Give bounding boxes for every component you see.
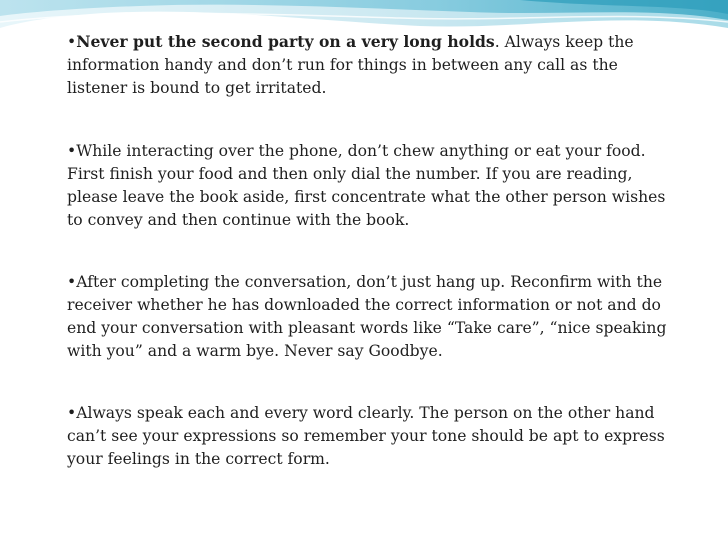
bullet-closing-tip	[67, 271, 667, 363]
bullet-text: After completing the conversation, don’t just hang up. Reconfirm with the receiver whether he has downloaded the correct information or not and do end your conversation with pleasant words like “Take care”, “nice speaking with you” and a warm bye. Never say Goodbye.	[67, 273, 667, 360]
bullet-marker: •	[67, 33, 77, 51]
bullet-emphasis: Never put the second party on a very long holds	[76, 32, 495, 51]
bullet-marker: •	[67, 142, 77, 160]
bullet-text: Always speak each and every word clearly. The person on the other hand can’t see your expressions so remember your tone should be apt to express your feelings in the correct form.	[67, 404, 665, 468]
bullet-marker: •	[67, 273, 77, 291]
bullet-speak-clearly-tip	[67, 402, 667, 471]
bullet-text: . Always keep the information handy and don’t run for things in between any call as the listener is bound to get irritated.	[67, 33, 634, 97]
bullet-text: While interacting over the phone, don’t chew anything or eat your food. First finish your food and then only dial the number. If you are reading, please leave the book aside, first concentrate what the other person wishes to convey and then continue with the book.	[67, 142, 666, 229]
bullet-hold-tip	[67, 30, 667, 100]
bullet-no-eating-tip	[67, 140, 667, 232]
bullet-marker: •	[67, 404, 77, 422]
